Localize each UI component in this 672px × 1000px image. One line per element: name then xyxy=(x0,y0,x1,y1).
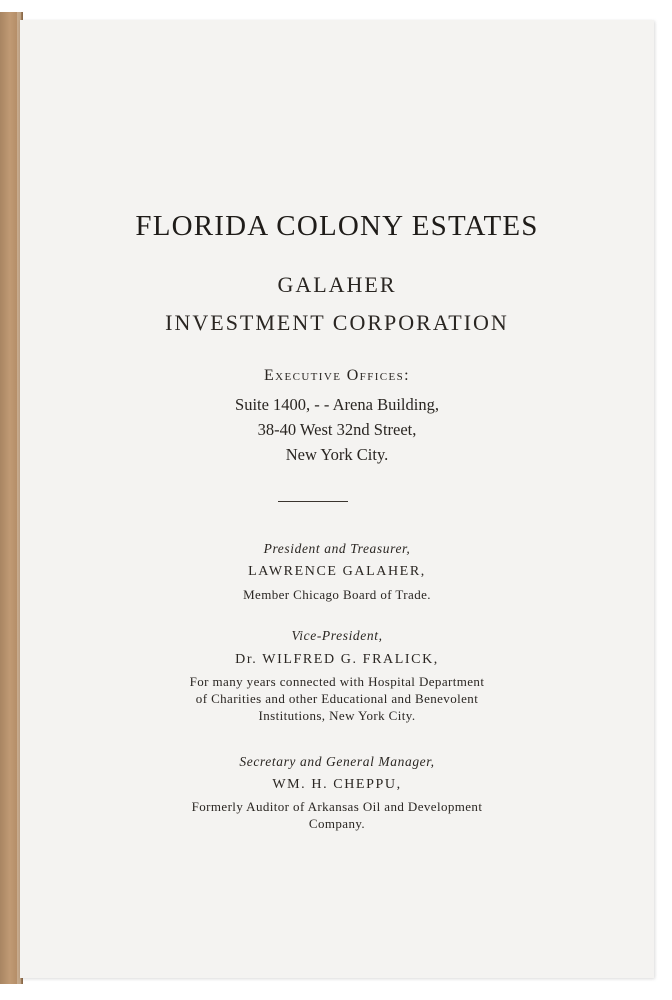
officer-desc-vice-president-1: For many years connected with Hospital Department xyxy=(189,674,485,689)
divider-rule xyxy=(278,501,348,502)
officer-role-president: President and Treasurer, xyxy=(263,541,411,556)
document-title: FLORIDA COLONY ESTATES xyxy=(135,210,539,242)
company-name-line-2: INVESTMENT CORPORATION xyxy=(165,310,509,335)
offices-heading: Executive Offices: xyxy=(263,367,411,384)
address-line-3: New York City. xyxy=(285,445,389,464)
address-line-2: 38-40 West 32nd Street, xyxy=(257,420,417,439)
officer-name-vice-president: Dr. WILFRED G. FRALICK, xyxy=(235,652,439,667)
company-name-line-1: GALAHER xyxy=(277,272,397,297)
address-line-1: Suite 1400, - - Arena Building, xyxy=(235,395,439,414)
officer-desc-secretary-1: Formerly Auditor of Arkansas Oil and Development xyxy=(191,799,483,814)
officer-desc-vice-president-3: Institutions, New York City. xyxy=(258,708,416,723)
officer-name-president: LAWRENCE GALAHER, xyxy=(248,564,426,579)
officer-desc-vice-president-2: of Charities and other Educational and Benevolent xyxy=(195,691,479,706)
officer-desc-secretary-2: Company. xyxy=(308,816,366,831)
officer-role-vice-president: Vice-President, xyxy=(291,628,383,643)
document-page xyxy=(20,20,654,978)
officer-desc-president: Member Chicago Board of Trade. xyxy=(243,587,431,602)
officer-role-secretary: Secretary and General Manager, xyxy=(239,754,435,769)
officer-name-secretary: WM. H. CHEPPU, xyxy=(272,777,402,792)
